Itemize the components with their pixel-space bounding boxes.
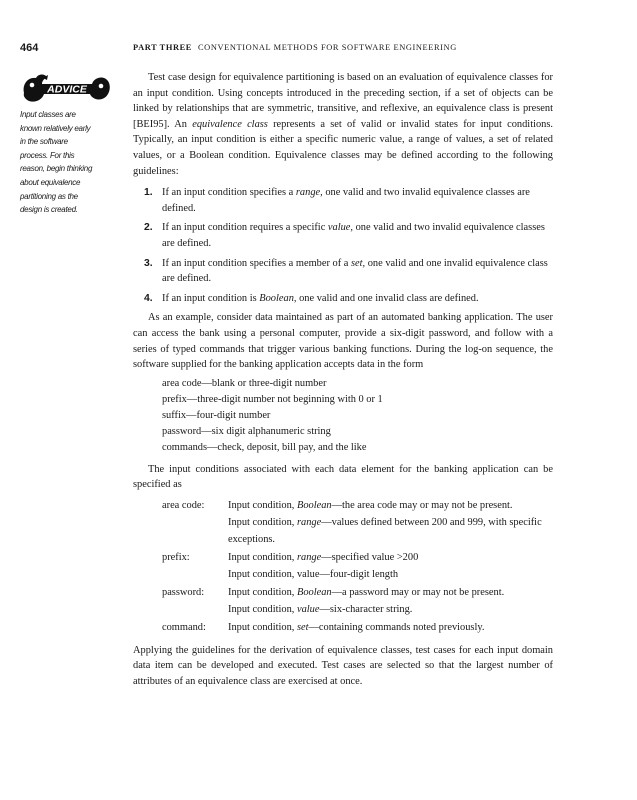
advice-icon <box>20 72 112 106</box>
list-item: commands—check, deposit, bill pay, and the like <box>162 441 367 453</box>
list-number: 1. <box>144 187 153 199</box>
condition-emphasis: Boolean <box>296 586 332 598</box>
table-row <box>162 550 553 568</box>
condition-emphasis: range <box>296 551 322 563</box>
running-head <box>133 43 457 52</box>
condition-text: —six-character string. <box>319 604 413 616</box>
guidelines-list <box>133 185 553 306</box>
data-format-list <box>162 376 553 456</box>
guideline-emphasis: range, <box>295 187 323 199</box>
part-label: PART THREE <box>133 43 192 52</box>
list-item: password—six digit alphanumeric string <box>162 425 331 437</box>
guideline-text: If an input condition specifies a <box>162 187 296 199</box>
intro-text-1: Test case design for equivalence partitioning is based on an evaluation of equivalence classes for an input condition. Using concepts introduced in the preceding section, if a set of objects can be linked by relationships that are symmetric, transitive, and reflexive, an equivalence class is present [BEI95]. An <box>133 72 553 130</box>
conditions-intro: The input conditions associated with each data element for the banking application can be specified as <box>133 463 553 491</box>
intro-paragraph <box>133 70 553 179</box>
guideline-emphasis: value, <box>327 222 354 234</box>
condition-text: —values defined between 200 and 999, with specific exceptions. <box>228 517 542 546</box>
condition-text: —a password may or may not be present. <box>331 586 505 598</box>
condition-text: Input condition, <box>228 517 297 529</box>
guideline-text: one valid and two invalid equivalence classes are defined. <box>162 222 545 249</box>
condition-text: Input condition, <box>228 622 297 634</box>
condition-text: —specified value >200 <box>321 551 419 563</box>
sidebar-note: Input classes are known relatively early in the software process. For this reason, begin thinking about equivalence partitioning as the design is created. <box>20 109 93 215</box>
main-text <box>133 70 553 689</box>
condition-emphasis: set <box>296 622 309 634</box>
guideline-text: If an input condition requires a specific <box>162 222 328 234</box>
guideline-emphasis: set, <box>351 257 366 269</box>
condition-key: prefix: <box>162 551 190 563</box>
condition-value <box>228 498 553 516</box>
guideline-text: If an input condition specifies a member of a <box>162 257 351 269</box>
conditions-table <box>162 498 553 638</box>
guideline-text: If an input condition is <box>162 292 260 304</box>
list-item <box>133 256 553 287</box>
intro-emphasis: equivalence class <box>192 118 268 130</box>
list-number: 3. <box>144 257 153 269</box>
condition-key <box>162 602 228 620</box>
list-item <box>133 185 553 216</box>
table-row <box>162 585 553 603</box>
list-item: suffix—four-digit number <box>162 409 271 421</box>
page-header <box>20 42 577 56</box>
condition-emphasis: value <box>296 604 320 616</box>
list-item: prefix—three-digit number not beginning with 0 or 1 <box>162 393 383 405</box>
condition-value <box>228 550 553 568</box>
guideline-text: one valid and one invalid equivalence class are defined. <box>162 257 548 285</box>
condition-text: Input condition, <box>228 604 297 616</box>
list-item: area code—blank or three-digit number <box>162 377 327 389</box>
condition-key <box>162 567 228 585</box>
table-row <box>162 567 553 585</box>
part-title: CONVENTIONAL METHODS FOR SOFTWARE ENGINEERING <box>198 43 457 52</box>
page-number: 464 <box>20 42 39 54</box>
condition-value <box>228 515 553 549</box>
condition-key: area code: <box>162 499 205 511</box>
condition-value <box>228 620 553 638</box>
closing-paragraph: Applying the guidelines for the derivation of equivalence classes, test cases for each input domain data item can be developed and executed. Test cases are selected so that the largest number of attributes of an equivalence class are exercised at once. <box>133 644 553 687</box>
condition-text: Input condition, value—four-digit length <box>228 569 399 581</box>
condition-key: command: <box>162 622 206 634</box>
list-item <box>133 220 553 251</box>
condition-text: Input condition, <box>228 586 297 598</box>
table-row <box>162 620 553 638</box>
guideline-text: one valid and two invalid equivalence classes are defined. <box>162 187 530 214</box>
guideline-text: one valid and one invalid class are defined. <box>296 292 479 304</box>
condition-emphasis: range <box>296 517 322 529</box>
table-row <box>162 515 553 549</box>
table-row <box>162 498 553 516</box>
guideline-emphasis: Boolean, <box>259 292 297 304</box>
intro-text-2: represents a set of valid or invalid states for input conditions. Typically, an input condition is either a specific numeric value, a range of values, a set of related values, or a Boolean condition. Equivalence classes may be defined according to the following guidelines: <box>133 118 554 177</box>
list-number: 2. <box>144 222 153 234</box>
example-paragraph: As an example, consider data maintained as part of an automated banking application. The user can access the bank using a personal computer, provide a six-digit password, and follow with a series of typed commands that trigger various banking functions. During the log-on sequence, the software supplied for the banking application accepts data in the form <box>133 312 553 371</box>
condition-value <box>228 602 553 620</box>
condition-value <box>228 567 553 585</box>
condition-value <box>228 585 553 603</box>
advice-label: ADVICE <box>47 83 87 96</box>
condition-text: Input condition, <box>228 551 297 563</box>
list-number: 4. <box>144 292 153 304</box>
list-item <box>133 291 553 307</box>
condition-text: —the area code may or may not be present. <box>331 499 513 511</box>
condition-emphasis: Boolean <box>296 499 332 511</box>
condition-key <box>162 515 228 549</box>
condition-text: —containing commands noted previously. <box>308 622 485 634</box>
condition-text: Input condition, <box>228 499 297 511</box>
table-row <box>162 602 553 620</box>
margin-sidebar <box>20 72 130 217</box>
condition-key: password: <box>162 586 205 598</box>
